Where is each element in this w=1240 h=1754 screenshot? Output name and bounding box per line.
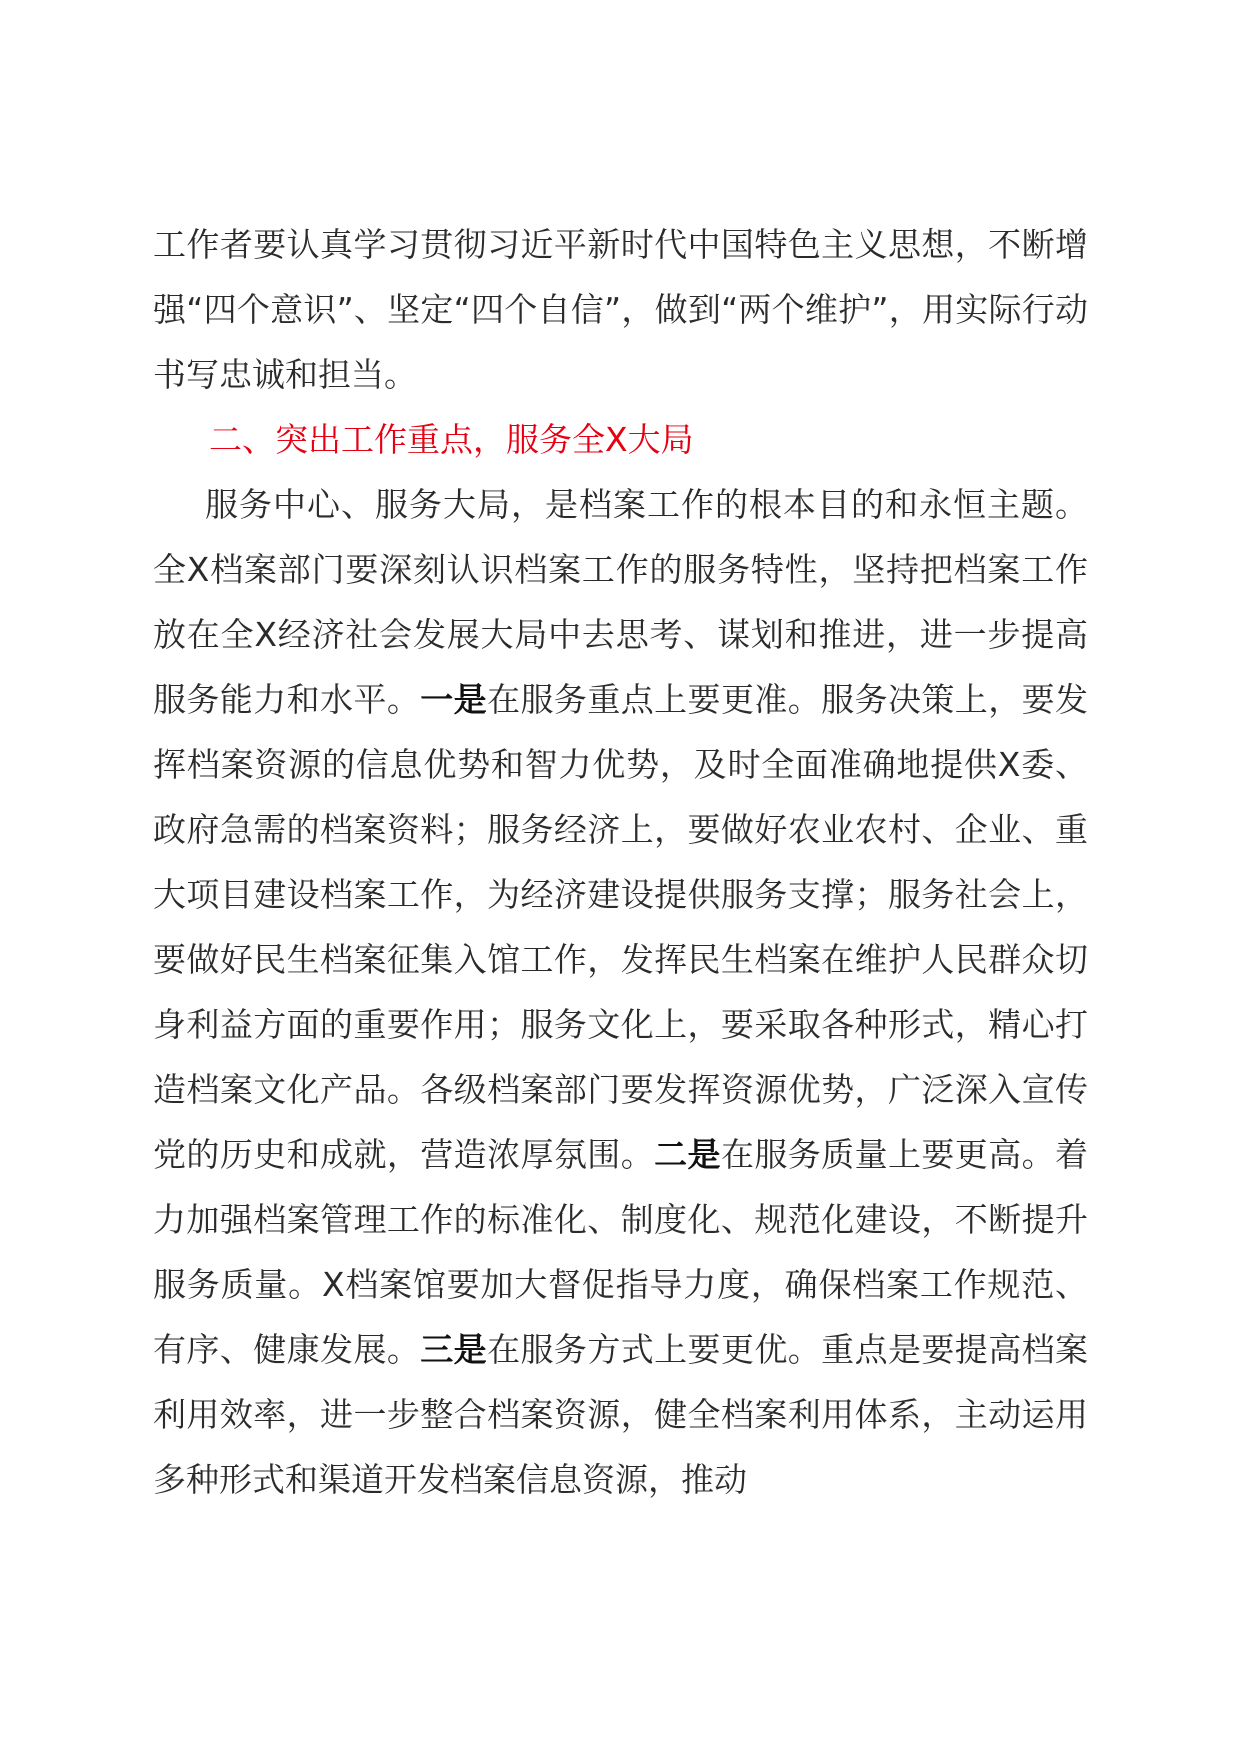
section-heading: 二、突出工作重点，服务全X大局: [209, 420, 694, 459]
lead-third: 三是: [420, 1330, 488, 1369]
paragraph-intro: 服务中心、服务大局，是档案工作的根本目的和永恒主题。全X档案部门要深刻认识档案工作的服务特性，坚持把档案工作放在全X经济社会发展大局中去思考、谋划和推进，进一步提高服务能力和水平。: [153, 485, 1088, 719]
lead-first: 一是: [420, 680, 488, 719]
point-third-text: 在服务方式上要更优。重点是要提高档案利用效率，进一步整合档案资源，健全档案利用体系，主动运用多种形式和渠道开发档案信息资源，推动: [153, 1330, 1089, 1499]
paragraph-continued: 工作者要认真学习贯彻习近平新时代中国特色主义思想，不断增强“四个意识”、坚定“四个自信”，做到“两个维护”，用实际行动书写忠诚和担当。: [153, 225, 1088, 394]
paragraph-service: [153, 472, 1088, 1512]
point-first-text: 在服务重点上要更准。服务决策上，要发挥档案资源的信息优势和智力优势，及时全面准确地提供X委、政府急需的档案资料；服务经济上，要做好农业农村、企业、重大项目建设档案工作，为经济建设提供服务支撑；服务社会上，要做好民生档案征集入馆工作，发挥民生档案在维护人民群众切身利益方面的重要作用；服务文化上，要采取各种形式，精心打造档案文化产品。各级档案部门要发挥资源优势，广泛深入宣传党的历史和成就，营造浓厚氛围。: [153, 680, 1089, 1174]
lead-second: 二是: [654, 1135, 721, 1174]
document-body: [153, 212, 1088, 1512]
point-second-text: 在服务质量上要更高。着力加强档案管理工作的标准化、制度化、规范化建设，不断提升服务质量。X档案馆要加大督促指导力度，确保档案工作规范、有序、健康发展。: [153, 1135, 1089, 1369]
